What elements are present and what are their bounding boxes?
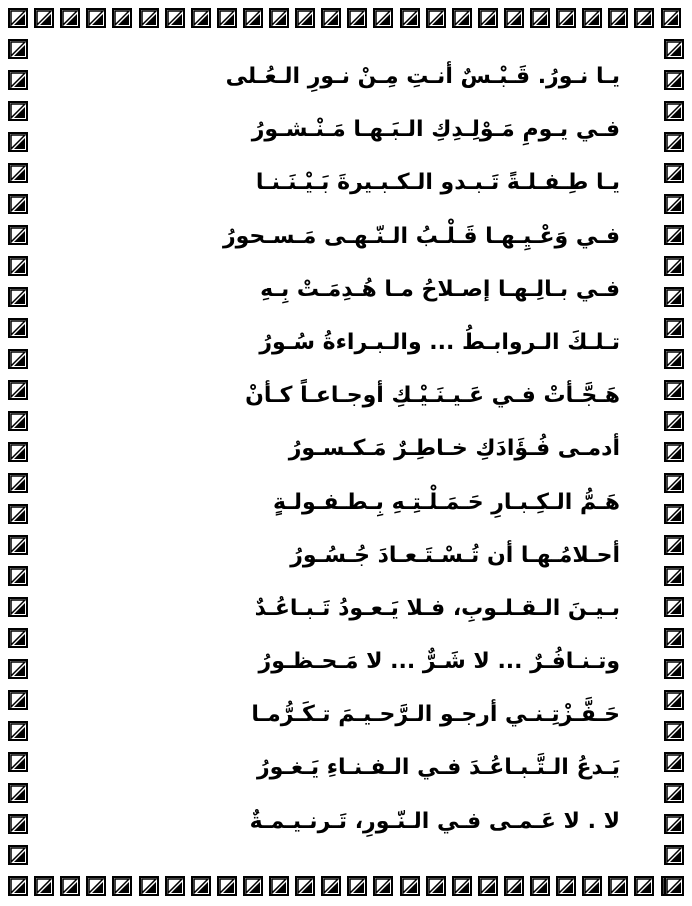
triangle-square-icon [165,876,185,896]
triangle-square-icon [664,845,684,865]
triangle-square-icon [664,504,684,524]
triangle-square-icon [86,8,106,28]
triangle-square-icon [400,876,420,896]
triangle-square-icon [664,349,684,369]
triangle-square-icon [661,8,681,28]
triangle-square-icon [556,8,576,28]
triangle-square-icon [8,845,28,865]
verse-line: بـيـنَ الـقـلـوبِ، فـلا يَـعـودُ تَـبـاعُـدٌ [254,595,620,621]
poem-text [40,50,620,848]
triangle-square-icon [8,442,28,462]
triangle-square-icon [8,566,28,586]
triangle-square-icon [664,597,684,617]
triangle-square-icon [8,783,28,803]
triangle-square-icon [243,8,263,28]
verse-line: يـا نـورُ. قَـبْـسٌ أنـتِ مِـنْ نـورِ الـعُـلى [225,64,620,89]
verse-line: وتـنـافُـرٌ ... لا شَـرٌّ ... لا مَـحـظـورُ [258,649,620,675]
triangle-square-icon [8,814,28,834]
triangle-square-icon [400,8,420,28]
triangle-square-icon [34,876,54,896]
verse-line: أحـلامُـهـا أن تُـسْـتَـعـادَ جُـسُـورُ [290,542,620,568]
triangle-square-icon [504,8,524,28]
triangle-square-icon [478,8,498,28]
triangle-square-icon [664,566,684,586]
triangle-square-icon [556,876,576,896]
triangle-square-icon [8,287,28,307]
triangle-square-icon [191,8,211,28]
triangle-square-icon [8,535,28,555]
triangle-square-icon [664,814,684,834]
verse-line: فـي يـومِ مَـوْلِـدِكِ الـبَـهـا مَـنْـشـورُ [251,117,620,143]
triangle-square-icon [8,132,28,152]
triangle-square-icon [60,876,80,896]
triangle-square-icon [321,876,341,896]
triangle-square-icon [373,876,393,896]
triangle-square-icon [664,287,684,307]
triangle-square-icon [608,8,628,28]
triangle-square-icon [426,8,446,28]
verse-line: يـا طِـفـلـةً تَـبـدو الـكـبـيرةَ بَـيْـنَـنـا [255,170,620,196]
triangle-square-icon [191,876,211,896]
triangle-square-icon [86,876,106,896]
triangle-square-icon [664,473,684,493]
triangle-square-icon [452,876,472,896]
verse-line: تـلـكَ الـروابـطُ ... والـبـراءةُ سُـورُ [259,329,620,355]
triangle-square-icon [664,380,684,400]
triangle-square-icon [664,70,684,90]
triangle-square-icon [8,349,28,369]
triangle-square-icon [165,8,185,28]
triangle-square-icon [217,876,237,896]
triangle-square-icon [426,876,446,896]
verse-line: هَـمُّ الـكِـبـارِ حَـمَـلْـتِـهِ بِـطـفـولـةٍ [272,489,620,515]
triangle-square-icon [8,194,28,214]
triangle-square-icon [664,535,684,555]
triangle-square-icon [60,8,80,28]
triangle-square-icon [530,8,550,28]
triangle-square-icon [139,876,159,896]
triangle-square-icon [347,876,367,896]
verse-line: يَـدعُ الـتَّـبـاعُـدَ فـي الـفـنـاءِ يَـغـورُ [256,755,620,781]
triangle-square-icon [8,411,28,431]
triangle-square-icon [664,318,684,338]
triangle-square-icon [452,8,472,28]
triangle-square-icon [34,8,54,28]
triangle-square-icon [664,256,684,276]
triangle-square-icon [373,8,393,28]
triangle-square-icon [243,876,263,896]
triangle-square-icon [8,101,28,121]
triangle-square-icon [530,876,550,896]
triangle-square-icon [112,8,132,28]
triangle-square-icon [664,442,684,462]
triangle-square-icon [634,876,654,896]
triangle-square-icon [664,721,684,741]
triangle-square-icon [664,194,684,214]
verse-line: فـي بـالِـهـا إصـلاحُ مـا هُـدِمَـتْ بِـهِ [260,276,620,302]
triangle-square-icon [664,659,684,679]
triangle-square-icon [664,752,684,772]
triangle-square-icon [295,8,315,28]
verse-line: فـي وَعْـيِـهـا قَـلْـبُ الـنّـهـى مَـسـحورُ [222,223,620,249]
triangle-square-icon [8,256,28,276]
triangle-square-icon [8,752,28,772]
triangle-square-icon [8,163,28,183]
triangle-square-icon [664,132,684,152]
triangle-square-icon [8,318,28,338]
triangle-square-icon [664,690,684,710]
triangle-square-icon [295,876,315,896]
triangle-square-icon [8,597,28,617]
triangle-square-icon [664,876,684,896]
triangle-square-icon [664,163,684,183]
triangle-square-icon [664,101,684,121]
triangle-square-icon [8,39,28,59]
triangle-square-icon [139,8,159,28]
triangle-square-icon [8,659,28,679]
triangle-square-icon [8,628,28,648]
verse-line: حَـفَّـزْتِـنـي أرجـو الـرَّحـيـمَ تـكَـرُّمـا [251,702,620,728]
verse-line: أدمـى فُـؤَادَكِ خـاطِـرٌ مَـكـسـورُ [288,436,620,462]
triangle-square-icon [582,8,602,28]
triangle-square-icon [321,8,341,28]
triangle-square-icon [112,876,132,896]
verse-line: لا . لا عَـمـى فـي الـنّـورِ، تَـرنـيـمـةٌ [249,808,620,834]
triangle-square-icon [8,70,28,90]
triangle-square-icon [8,473,28,493]
triangle-square-icon [8,721,28,741]
verse-line: هَـجَّـأتْ فـي عَـيـنَـيْـكِ أوجـاعـاً كـأنْ [245,383,620,409]
triangle-square-icon [217,8,237,28]
triangle-square-icon [634,8,654,28]
triangle-square-icon [8,690,28,710]
triangle-square-icon [664,411,684,431]
triangle-square-icon [269,876,289,896]
triangle-square-icon [8,8,28,28]
triangle-square-icon [8,380,28,400]
triangle-square-icon [504,876,524,896]
triangle-square-icon [608,876,628,896]
triangle-square-icon [582,876,602,896]
triangle-square-icon [8,876,28,896]
triangle-square-icon [269,8,289,28]
triangle-square-icon [664,39,684,59]
triangle-square-icon [664,783,684,803]
triangle-square-icon [478,876,498,896]
triangle-square-icon [8,504,28,524]
triangle-square-icon [664,628,684,648]
triangle-square-icon [8,225,28,245]
triangle-square-icon [664,225,684,245]
triangle-square-icon [347,8,367,28]
